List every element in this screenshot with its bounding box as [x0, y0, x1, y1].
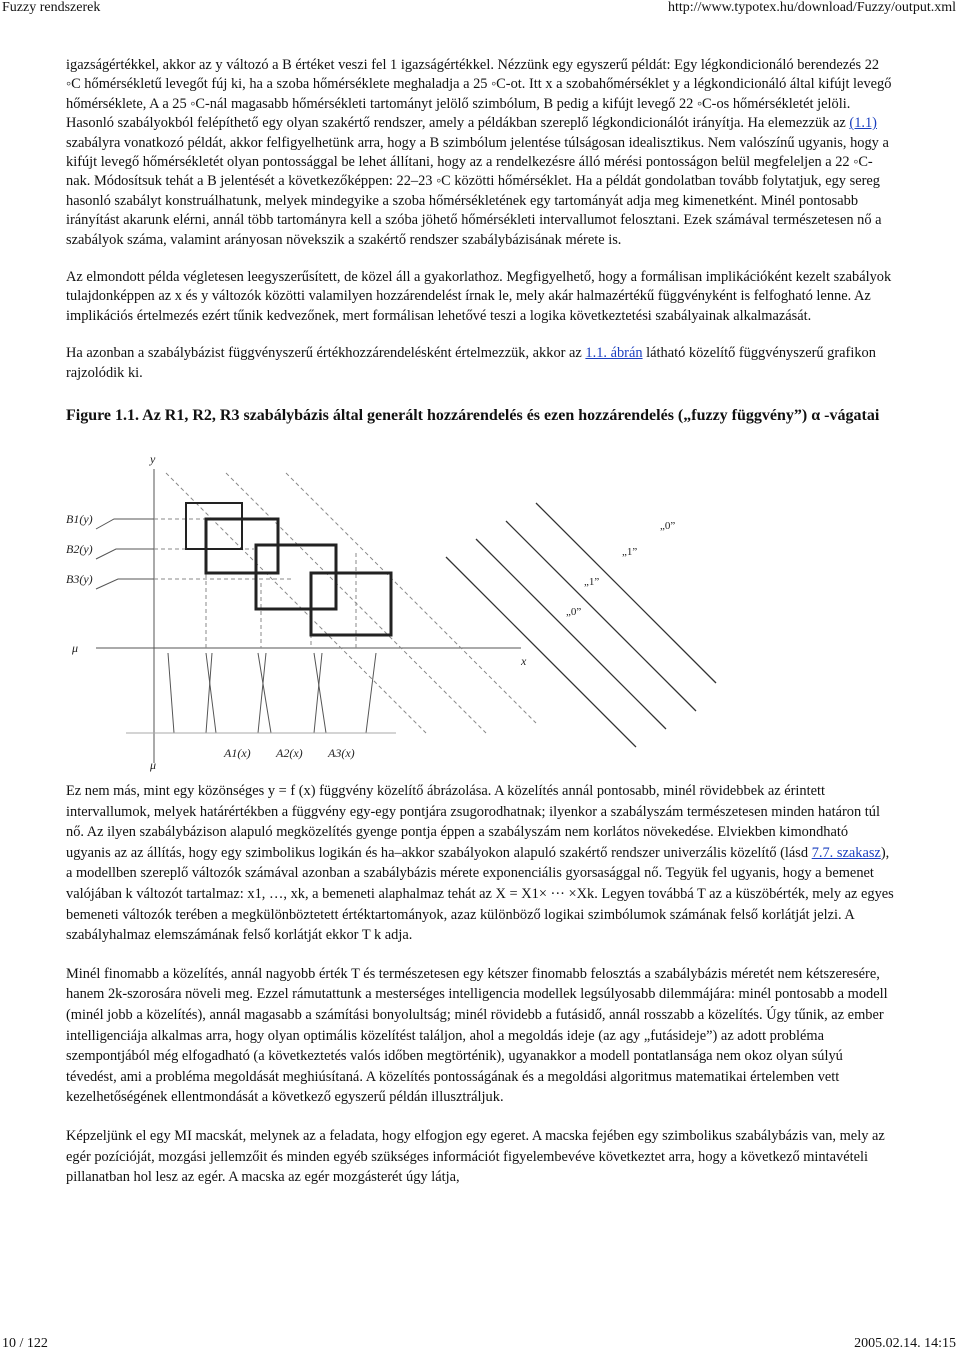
print-datetime: 2005.02.14. 14:15 — [854, 1336, 956, 1351]
section-link[interactable]: 7.7. szakasz — [811, 844, 881, 861]
cut-line-0-top — [536, 503, 716, 683]
page-footer — [0, 1336, 960, 1354]
document-body — [66, 56, 894, 1206]
cut-line-1-top — [506, 521, 696, 711]
page-header — [0, 0, 960, 22]
rule-box-3 — [311, 573, 391, 635]
cut-line-1-bottom — [476, 539, 666, 729]
a3-label: A3(x) — [328, 746, 355, 761]
y-axis-label: y — [150, 452, 156, 467]
paragraph-6: Képzeljünk el egy MI macskát, melynek az a feladata, hogy elfogjon egy egeret. A macska fejében egy szimbolikus szabálybázis van, mely az egér pozícióját, mozgási jellemzőit és minden egyéb szükséges információt figyelembevéve következtet arra, hogy a következő mintavételi pillanatban hol lesz az egér. A macska az egér mozgásterét úgy látja, — [66, 1128, 885, 1186]
paragraph-4: Ez nem más, mint egy közönséges y = f (x) függvény közelítő ábrázolása. A közelítés annál pontosabb, minél rövidebbek az érintett intervallumok, melyek határértékben a függvény egy-egy pontjára zsugorodhatnak; ilyenkor a szabályszám természetesen minden határon túl nő. Az ilyen szabálybázison alapuló megközelítés gyenge pontja éppen a szabályszám nem korlátos növekedése. Elviekben kimondható ugyanis az az állítás, hogy egy szimbolikus logikán és ha–akkor szabályokon alapuló szakértő rendszer univerzális közelítő (lásd 7.7. szakasz), a modellben szereplő változók számával azonban a szabálybázis mérete exponenciális gyorsasággal nő. Tegyük fel ugyanis, hogy a bemenet valójában k változót tartalmaz: x1, …, xk, a bemeneti alaphalmaz tehát az X = X1× ··· ×Xk. Legyen továbbá T az a küszöbérték, mely az egyes bemeneti változók terében a megkülönböztetett értéktartományok, azaz különböző logikai szimbólumok számának felső korlátját jelzi. A szabályhalmaz elemszámának felső korlátját ekkor T k adja. — [66, 783, 894, 944]
mu-left-label: μ — [72, 641, 79, 656]
b3-label: B3(y) — [66, 572, 93, 587]
a1-curve — [168, 653, 212, 733]
fuzzy-function-diagram — [66, 433, 726, 773]
page-url: http://www.typotex.hu/download/Fuzzy/output.xml — [667, 0, 956, 15]
equation-link[interactable]: (1.1) — [849, 115, 877, 132]
rule-box-0 — [186, 503, 242, 549]
figure-caption: Figure 1.1. Az R1, R2, R3 szabálybázis által generált hozzárendelés és ezen hozzárendelés („fuzzy függvény”) α -vágatai — [66, 407, 880, 425]
rule-box-2 — [256, 545, 336, 609]
a4-curve — [314, 653, 376, 733]
cut-label-1-bottom: „1” — [584, 576, 600, 589]
mu-bottom-label: μ — [150, 758, 157, 773]
paragraph-2: Az elmondott példa végletesen leegyszerűsített, de közel áll a gyakorlathoz. Megfigyelhető, hogy a formálisan implikációként kezelt szabályok tulajdonképpen az x és y változók közötti valamilyen hozzárendelést írnak le, mely akár halmazértékű függvényként is felfogható lenne. Az implikációs értelmezés ezért tűnik kedvezőnek, mert formálisan lehetővé teszi a logika következtetési szabályainak alkalmazását. — [66, 269, 892, 324]
cut-line-0-bottom — [446, 557, 636, 747]
b2-curve — [96, 549, 154, 559]
a2-curve — [206, 653, 266, 733]
b3-curve — [96, 579, 154, 589]
b2-label: B2(y) — [66, 542, 93, 557]
paragraph-1: igazságértékkel, akkor az y változó a B értéket veszi fel 1 igazságértékkel. Nézzünk egy egyszerű példát: Egy légkondicionáló berendezés 22 ◦C hőmérsékletű levegőt fúj ki, ha a szoba hőmérséklete meghaladja a 25 ◦C-ot. Itt x a szobahőmérséklet y a légkondicionáló által kifújt levegő hőmérséklete, A a 25 ◦C-nál magasabb hőmérsékleti tartományt jelölő szimbólum, B pedig a kifújt levegő 22 ◦C-os hőmérsékletét jelöli. Hasonló szabályokból felépíthető egy olyan szakértő rendszer, amely a példákban szereplő légkondicionálót irányítja. Ha elemezzük az (1.1) szabályra vonatkozó példát, akkor felfigyelhetünk arra, hogy a B szimbólum jelentése túlságosan idealisztikus. Nem valószínű ugyanis, hogy a kifújt levegő hőmérsékletét olyan pontossággal be lehet állítani, hogy az a rendelkezésre álló mérési pontosságon belül megfeleljen a 22 ◦C-nak. Módosítsuk tehát a B jelentését a következőképpen: 22–23 ◦C közötti hőmérséklet. Ha a példát gondolatban tovább folytatjuk, egy sereg hasonló szabályt konstruálhatunk, melyek mindegyike a szoba hőmérsékletének egy tartományát adja meg kimenetként. Minél pontosabb irányítást akarunk elérni, annál több tartományra kell a szóba jöhető hőmérsékleti intervallumot felosztani. Ezek számával természetesen nő a szabályok száma, valamint arányosan növekszik a szakértő rendszer szabálybázisának mérete is. — [66, 57, 892, 248]
page-number: 10 / 122 — [2, 1336, 48, 1351]
x-axis-label: x — [521, 654, 527, 669]
b1-label: B1(y) — [66, 512, 93, 527]
a2-label: A2(x) — [276, 746, 303, 761]
cut-label-0-top: „0” — [660, 520, 676, 533]
paragraph-5: Minél finomabb a közelítés, annál nagyobb érték T és természetesen egy kétszer finomabb felosztás a szabálybázis méretét nem kétszeresére, hanem 2k-szorosára növeli meg. Ezzel rámutattunk a mesterséges intelligencia modellek legsúlyosabb dilemmájára: minél pontosabb a modell (minél jobb a közelítés), annál magasabb a számítási bonyolultság; minél rövidebb a futásidő, annál rosszabb a közelítés. Úgy tűnik, az ember intelligenciája alkalmas arra, hogy olyan optimális közelítést találjon, ahol a megoldás ideje (az agy „futásideje”) az adott probléma szempontjából még elfogadható (a következtetés valós időben megtörténik), ugyanakkor a modell pontatlansága nem okoz olyan súlyú tévedést, ami a probléma megoldását meghiúsítaná. A közelítés pontosságának és a megoldási algoritmus matematikai értelemben vett kezelhetőségének ellentmondását a következő egyszerű példán illusztráljuk. — [66, 965, 888, 1106]
page-title: Fuzzy rendszerek — [2, 0, 101, 15]
figure-1-1 — [66, 433, 726, 773]
a1-label: A1(x) — [224, 746, 251, 761]
figure-link[interactable]: 1.1. ábrán — [585, 345, 643, 362]
a3-curve — [258, 653, 322, 733]
cut-label-0-bottom: „0” — [566, 606, 582, 619]
paragraph-3: Ha azonban a szabálybázist függvényszerű értékhozzárendelésként értelmezzük, akkor az 1.1. ábrán látható közelítő függvényszerű grafikon rajzolódik ki. — [66, 345, 876, 381]
b1-curve — [96, 519, 154, 529]
cut-label-1-top: „1” — [622, 546, 638, 559]
